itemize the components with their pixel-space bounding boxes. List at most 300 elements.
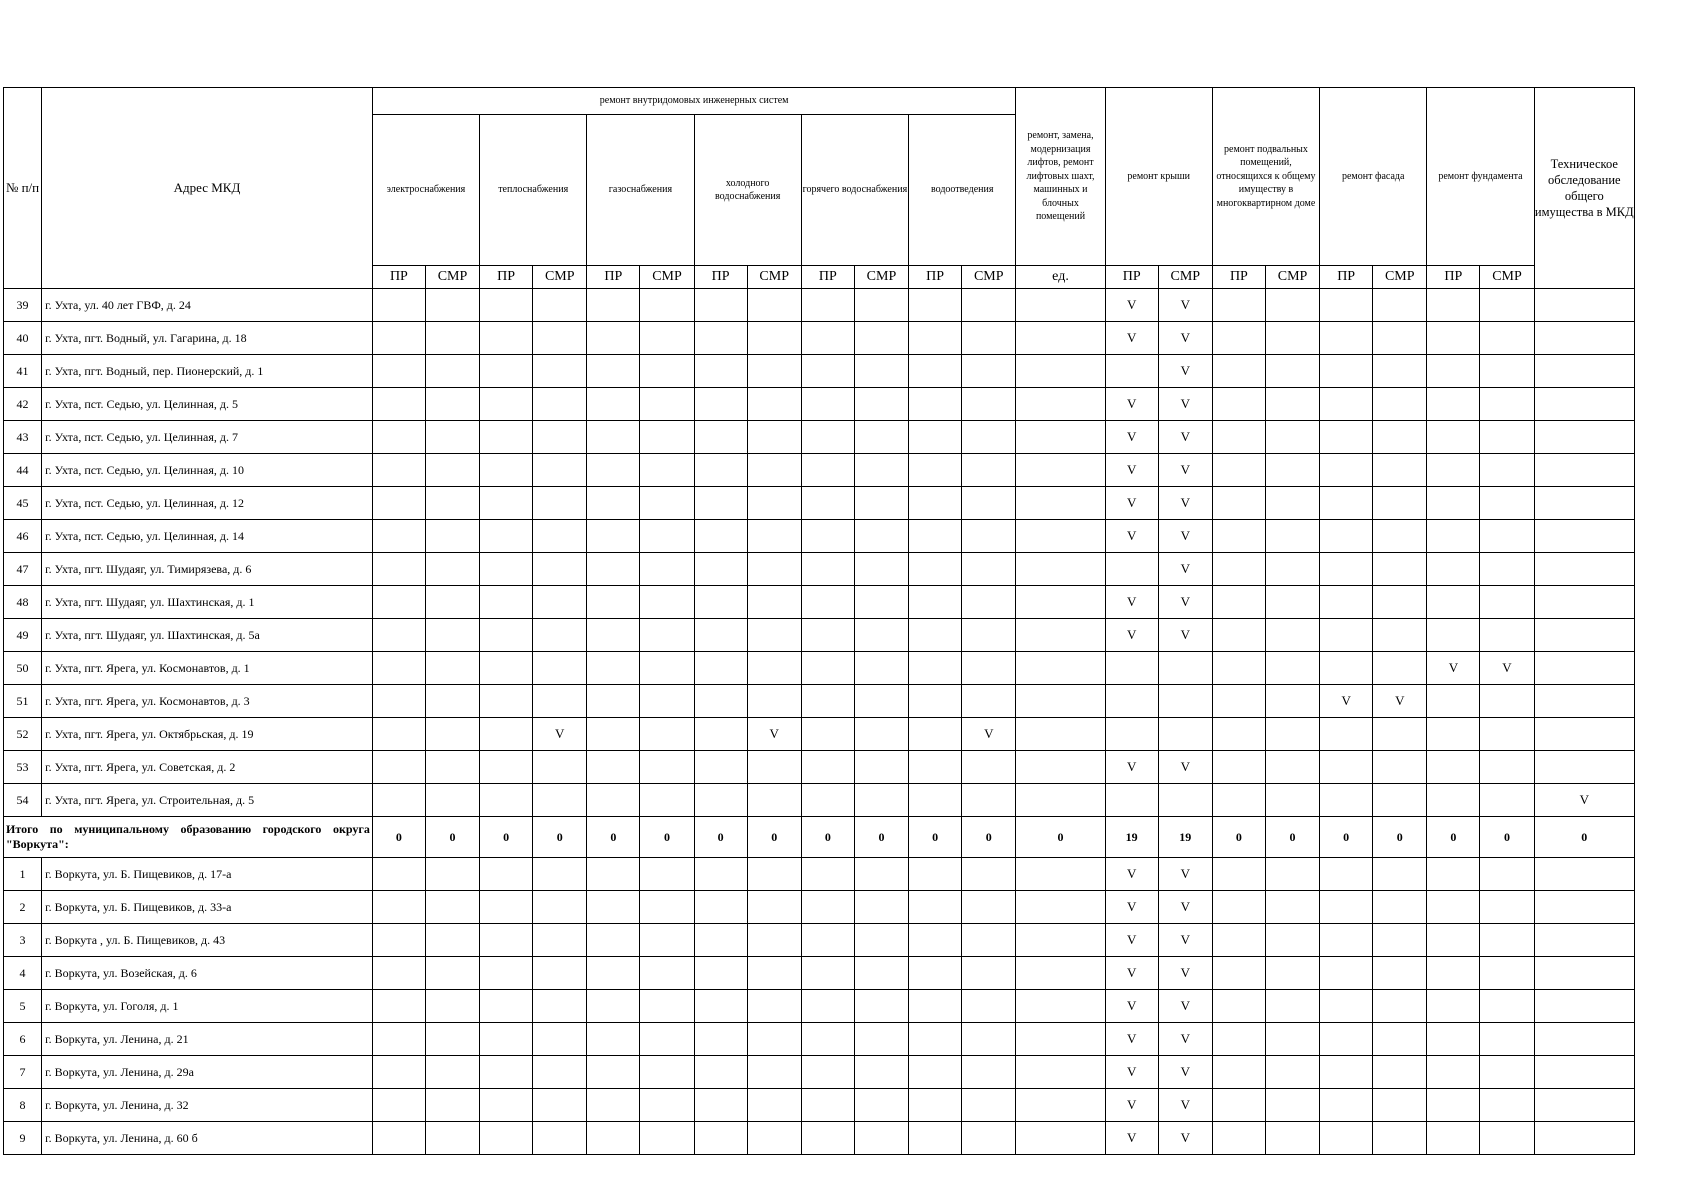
empty-cell [1373,487,1427,520]
empty-cell [372,685,425,718]
empty-cell [1016,586,1105,619]
empty-cell [854,1089,908,1122]
empty-cell [1373,718,1427,751]
empty-cell [909,487,962,520]
empty-cell [640,454,694,487]
total-value: 0 [587,817,640,858]
row-number: 9 [4,1122,42,1155]
empty-cell [372,520,425,553]
empty-cell [1427,586,1480,619]
empty-cell [801,388,854,421]
work-mark-cell: V [1158,990,1212,1023]
empty-cell [1265,957,1319,990]
empty-cell [747,586,801,619]
empty-cell [1427,751,1480,784]
table-row [4,454,1635,487]
table-row [4,553,1635,586]
subheader-cell: ПР [1105,266,1158,289]
empty-cell [1320,924,1373,957]
empty-cell [587,718,640,751]
header-electricity: электроснабжения [372,115,479,266]
total-value: 0 [1212,817,1265,858]
empty-cell [1212,388,1265,421]
subheader-cell: ПР [372,266,425,289]
table-row [4,652,1635,685]
row-number: 44 [4,454,42,487]
row-number: 53 [4,751,42,784]
empty-cell [372,322,425,355]
work-mark-cell: V [1158,388,1212,421]
row-number: 42 [4,388,42,421]
empty-cell [640,619,694,652]
row-address: г. Ухта, пгт. Ярега, ул. Космонавтов, д. 3 [42,685,373,718]
total-row [4,817,1635,858]
work-mark-cell: V [1158,1056,1212,1089]
empty-cell [533,355,587,388]
empty-cell [1373,1122,1427,1155]
empty-cell [1480,1089,1534,1122]
subheader-cell: СМР [747,266,801,289]
empty-cell [1480,619,1534,652]
empty-cell [1265,718,1319,751]
empty-cell [425,891,479,924]
empty-cell [1212,957,1265,990]
empty-cell [962,1023,1016,1056]
header-technical-inspection: Техническое обследование общего имущества в МКД [1534,88,1634,289]
empty-cell [909,784,962,817]
empty-cell [1373,858,1427,891]
empty-cell [1427,858,1480,891]
empty-cell [1212,751,1265,784]
row-number: 47 [4,553,42,586]
table-row [4,289,1635,322]
empty-cell [854,421,908,454]
empty-cell [1265,487,1319,520]
empty-cell [480,751,533,784]
empty-cell [694,924,747,957]
work-mark-cell: V [1158,891,1212,924]
row-address: г. Воркута , ул. Б. Пищевиков, д. 43 [42,924,373,957]
empty-cell [480,652,533,685]
row-number: 5 [4,990,42,1023]
row-address: г. Ухта, пгт. Ярега, ул. Строительная, д. 5 [42,784,373,817]
total-value: 0 [854,817,908,858]
empty-cell [1016,1056,1105,1089]
empty-cell [480,421,533,454]
empty-cell [962,1056,1016,1089]
empty-cell [372,990,425,1023]
empty-cell [1480,322,1534,355]
work-mark-cell: V [1105,322,1158,355]
empty-cell [587,751,640,784]
empty-cell [1212,990,1265,1023]
empty-cell [854,652,908,685]
empty-cell [1158,652,1212,685]
empty-cell [747,289,801,322]
empty-cell [694,487,747,520]
empty-cell [1320,289,1373,322]
total-value: 19 [1158,817,1212,858]
row-address: г. Воркута, ул. Возейская, д. 6 [42,957,373,990]
empty-cell [587,388,640,421]
row-number: 52 [4,718,42,751]
empty-cell [801,553,854,586]
empty-cell [1016,553,1105,586]
empty-cell [640,421,694,454]
empty-cell [694,421,747,454]
empty-cell [694,784,747,817]
empty-cell [1016,784,1105,817]
work-mark-cell: V [1158,586,1212,619]
table-row [4,388,1635,421]
empty-cell [854,990,908,1023]
empty-cell [1320,1089,1373,1122]
work-mark-cell: V [1158,289,1212,322]
empty-cell [640,652,694,685]
empty-cell [640,487,694,520]
empty-cell [801,1023,854,1056]
empty-cell [1105,553,1158,586]
work-mark-cell: V [1105,586,1158,619]
empty-cell [640,520,694,553]
empty-cell [909,586,962,619]
empty-cell [1427,1023,1480,1056]
empty-cell [694,751,747,784]
empty-cell [480,355,533,388]
empty-cell [1427,1122,1480,1155]
empty-cell [1016,751,1105,784]
empty-cell [533,1089,587,1122]
empty-cell [1265,289,1319,322]
empty-cell [1212,685,1265,718]
empty-cell [1105,718,1158,751]
empty-cell [372,891,425,924]
subheader-cell: ПР [1212,266,1265,289]
work-mark-cell: V [1158,553,1212,586]
empty-cell [854,322,908,355]
table-row [4,1056,1635,1089]
empty-cell [854,957,908,990]
empty-cell [962,751,1016,784]
work-mark-cell: V [1158,957,1212,990]
empty-cell [587,990,640,1023]
empty-cell [425,586,479,619]
work-mark-cell: V [1158,421,1212,454]
empty-cell [587,1023,640,1056]
empty-cell [425,718,479,751]
work-mark-cell: V [1105,1056,1158,1089]
empty-cell [962,652,1016,685]
empty-cell [1105,685,1158,718]
empty-cell [694,553,747,586]
empty-cell [1373,388,1427,421]
total-value: 0 [1534,817,1634,858]
empty-cell [747,421,801,454]
empty-cell [587,1122,640,1155]
empty-cell [1212,355,1265,388]
table-row [4,858,1635,891]
empty-cell [1373,586,1427,619]
empty-cell [1480,289,1534,322]
row-address: г. Ухта, пгт. Ярега, ул. Октябрьская, д. 19 [42,718,373,751]
empty-cell [1265,586,1319,619]
empty-cell [694,858,747,891]
empty-cell [1320,586,1373,619]
empty-cell [1480,355,1534,388]
empty-cell [801,652,854,685]
empty-cell [1373,520,1427,553]
empty-cell [372,289,425,322]
empty-cell [909,1122,962,1155]
empty-cell [962,1122,1016,1155]
total-value: 0 [640,817,694,858]
header-address: Адрес МКД [42,88,373,289]
empty-cell [1212,784,1265,817]
empty-cell [425,858,479,891]
empty-cell [1373,784,1427,817]
empty-cell [1427,553,1480,586]
empty-cell [1212,454,1265,487]
empty-cell [587,355,640,388]
empty-cell [1016,619,1105,652]
empty-cell [854,858,908,891]
subheader-cell: СМР [962,266,1016,289]
empty-cell [909,322,962,355]
empty-cell [1480,990,1534,1023]
empty-cell [962,784,1016,817]
empty-cell [1016,718,1105,751]
empty-cell [1480,388,1534,421]
row-number: 46 [4,520,42,553]
empty-cell [1320,652,1373,685]
row-address: г. Ухта, ул. 40 лет ГВФ, д. 24 [42,289,373,322]
empty-cell [1320,355,1373,388]
empty-cell [425,289,479,322]
empty-cell [640,957,694,990]
empty-cell [1427,990,1480,1023]
row-address: г. Ухта, пгт. Шудаяг, ул. Тимирязева, д. 6 [42,553,373,586]
empty-cell [909,990,962,1023]
empty-cell [1212,1122,1265,1155]
empty-cell [587,553,640,586]
empty-cell [372,586,425,619]
empty-cell [1016,1122,1105,1155]
empty-cell [1534,322,1634,355]
empty-cell [854,685,908,718]
empty-cell [1320,718,1373,751]
empty-cell [747,1056,801,1089]
empty-cell [694,586,747,619]
empty-cell [1320,858,1373,891]
empty-cell [962,1089,1016,1122]
empty-cell [1534,990,1634,1023]
total-value: 0 [480,817,533,858]
work-mark-cell: V [1105,858,1158,891]
empty-cell [1480,957,1534,990]
empty-cell [1480,553,1534,586]
empty-cell [909,454,962,487]
empty-cell [1480,784,1534,817]
empty-cell [533,652,587,685]
empty-cell [1265,421,1319,454]
empty-cell [694,957,747,990]
empty-cell [425,1089,479,1122]
empty-cell [372,718,425,751]
table-row [4,1089,1635,1122]
empty-cell [425,421,479,454]
empty-cell [1480,586,1534,619]
empty-cell [1105,652,1158,685]
empty-cell [1427,355,1480,388]
empty-cell [962,891,1016,924]
table-row [4,619,1635,652]
empty-cell [747,858,801,891]
empty-cell [1212,1056,1265,1089]
empty-cell [801,685,854,718]
empty-cell [694,454,747,487]
empty-cell [1016,891,1105,924]
empty-cell [1320,990,1373,1023]
empty-cell [1320,487,1373,520]
empty-cell [854,619,908,652]
empty-cell [480,619,533,652]
empty-cell [1534,858,1634,891]
empty-cell [854,388,908,421]
empty-cell [533,990,587,1023]
empty-cell [425,355,479,388]
empty-cell [854,1023,908,1056]
header-facade-repair: ремонт фасада [1320,88,1427,266]
row-number: 1 [4,858,42,891]
empty-cell [694,652,747,685]
work-mark-cell: V [1105,990,1158,1023]
empty-cell [425,619,479,652]
empty-cell [1373,619,1427,652]
empty-cell [425,751,479,784]
empty-cell [747,322,801,355]
header-roof-repair: ремонт крыши [1105,88,1212,266]
empty-cell [909,751,962,784]
empty-cell [1427,957,1480,990]
empty-cell [1320,891,1373,924]
empty-cell [694,1089,747,1122]
empty-cell [1016,1023,1105,1056]
empty-cell [1480,924,1534,957]
empty-cell [372,487,425,520]
empty-cell [1320,619,1373,652]
subheader-cell: СМР [1373,266,1427,289]
table-row [4,1122,1635,1155]
empty-cell [1534,751,1634,784]
empty-cell [1320,751,1373,784]
empty-cell [640,891,694,924]
empty-cell [694,1056,747,1089]
empty-cell [1265,891,1319,924]
table-row [4,355,1635,388]
empty-cell [1265,619,1319,652]
table-row [4,520,1635,553]
empty-cell [1480,751,1534,784]
empty-cell [747,891,801,924]
row-address: г. Ухта, пгт. Ярега, ул. Советская, д. 2 [42,751,373,784]
empty-cell [533,388,587,421]
empty-cell [694,718,747,751]
empty-cell [909,957,962,990]
empty-cell [854,891,908,924]
empty-cell [1534,487,1634,520]
work-mark-cell: V [533,718,587,751]
row-address: г. Ухта, пгт. Шудаяг, ул. Шахтинская, д. 5а [42,619,373,652]
empty-cell [587,322,640,355]
empty-cell [640,1023,694,1056]
subheader-cell: СМР [854,266,908,289]
empty-cell [480,685,533,718]
empty-cell [1427,289,1480,322]
empty-cell [425,487,479,520]
empty-cell [694,990,747,1023]
empty-cell [1265,1122,1319,1155]
total-value: 0 [533,817,587,858]
empty-cell [1427,1056,1480,1089]
empty-cell [533,487,587,520]
empty-cell [587,652,640,685]
empty-cell [1480,520,1534,553]
row-number: 4 [4,957,42,990]
empty-cell [1373,1023,1427,1056]
empty-cell [1480,718,1534,751]
table-row [4,784,1635,817]
empty-cell [1534,718,1634,751]
empty-cell [480,487,533,520]
empty-cell [1534,421,1634,454]
empty-cell [425,784,479,817]
empty-cell [1480,858,1534,891]
empty-cell [372,553,425,586]
empty-cell [587,520,640,553]
empty-cell [801,487,854,520]
empty-cell [372,619,425,652]
empty-cell [1158,718,1212,751]
empty-cell [640,751,694,784]
empty-cell [1016,355,1105,388]
empty-cell [694,355,747,388]
empty-cell [533,924,587,957]
row-address: г. Воркута, ул. Ленина, д. 29а [42,1056,373,1089]
empty-cell [962,355,1016,388]
empty-cell [1265,322,1319,355]
empty-cell [747,1122,801,1155]
empty-cell [694,520,747,553]
row-number: 49 [4,619,42,652]
empty-cell [480,718,533,751]
empty-cell [747,957,801,990]
subheader-cell: СМР [1480,266,1534,289]
empty-cell [962,421,1016,454]
empty-cell [480,1122,533,1155]
empty-cell [801,1089,854,1122]
work-mark-cell: V [1158,454,1212,487]
empty-cell [372,355,425,388]
empty-cell [909,388,962,421]
empty-cell [1534,1089,1634,1122]
empty-cell [747,751,801,784]
empty-cell [1320,1056,1373,1089]
empty-cell [587,784,640,817]
empty-cell [1212,421,1265,454]
empty-cell [1373,421,1427,454]
empty-cell [1534,652,1634,685]
work-mark-cell: V [962,718,1016,751]
